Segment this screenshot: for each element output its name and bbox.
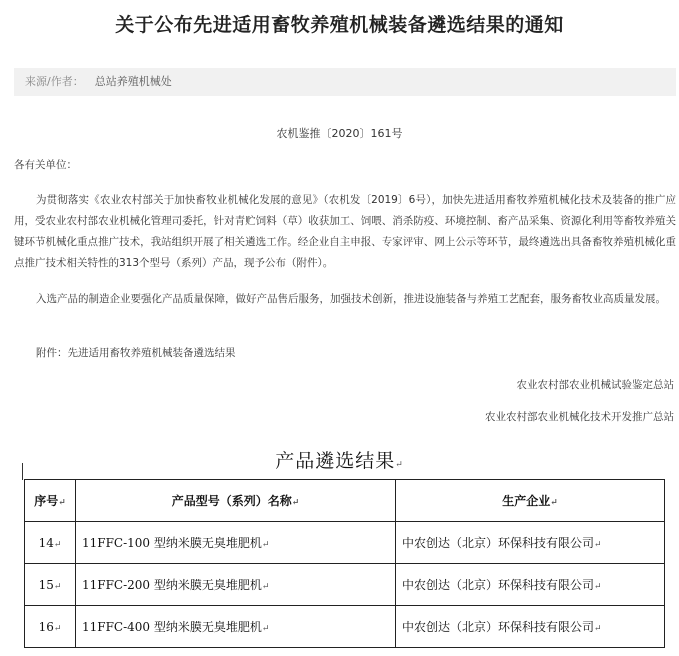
signature-1: 农业农村部农业机械试验鉴定总站: [516, 379, 674, 391]
salutation: 各有关单位：: [14, 159, 77, 171]
document-number: 农机鉴推〔2020〕161号: [276, 127, 403, 140]
table-header-row: [25, 480, 665, 522]
source-bar: [14, 68, 676, 96]
body-paragraph-2: 入选产品的制造企业要强化产品质量保障，做好产品售后服务，加强技术创新，推进设施装备与养殖工艺配套，服务畜牧业高质量发展。: [36, 293, 666, 305]
table-title-text: 产品遴选结果: [275, 450, 396, 472]
table-row: [25, 522, 665, 564]
header-cell: 序号↵: [25, 480, 76, 522]
header-cell: 产品型号（系列）名称↵: [76, 480, 396, 522]
manufacturer: 中农创达（北京）环保科技有限公司↵: [396, 522, 665, 564]
table-row: [25, 606, 665, 648]
product-name: 11FFC-100 型纳米膜无臭堆肥机↵: [76, 522, 396, 564]
row-index: 14↵: [25, 522, 76, 564]
table-row: [25, 564, 665, 606]
results-table: [24, 479, 665, 648]
body-paragraph-1: 为贯彻落实《农业农村部关于加快畜牧业机械化发展的意见》（农机发〔2019〕6号），加快先进适用畜牧养殖机械化技术及装备的推广应用，受农业农村部农业机械化管理司委托，针对青贮饲料（草）收获加工、饲喂、消杀防疫、环境控制、畜产品采集、资源化利用等畜牧养殖关键环节机械化重点推广技术，我站组织开展了相关遴选工作。经企业自主申报、专家评审、网上公示等环节，最终遴选出具备畜牧养殖机械化重点推广技术相关特性的313个型号（系列）产品，现予公布（附件）。: [14, 194, 676, 269]
manufacturer: 中农创达（北京）环保科技有限公司↵: [396, 606, 665, 648]
table-edge-line: [22, 463, 23, 480]
attachment-line: 附件：先进适用畜牧养殖机械装备遴选结果: [36, 347, 236, 359]
signature-2: 农业农村部农业机械化技术开发推广总站: [485, 411, 674, 423]
manufacturer: 中农创达（北京）环保科技有限公司↵: [396, 564, 665, 606]
table-title: [0, 446, 679, 473]
page-title: 关于公布先进适用畜牧养殖机械装备遴选结果的通知: [115, 14, 564, 36]
row-index: 15↵: [25, 564, 76, 606]
product-name: 11FFC-400 型纳米膜无臭堆肥机↵: [76, 606, 396, 648]
source-label: 来源/作者：: [25, 75, 84, 88]
row-index: 16↵: [25, 606, 76, 648]
paragraph-mark-icon: ↵: [395, 460, 404, 470]
header-cell: 生产企业↵: [396, 480, 665, 522]
product-name: 11FFC-200 型纳米膜无臭堆肥机↵: [76, 564, 396, 606]
source-value: 总站养殖机械处: [94, 75, 172, 88]
